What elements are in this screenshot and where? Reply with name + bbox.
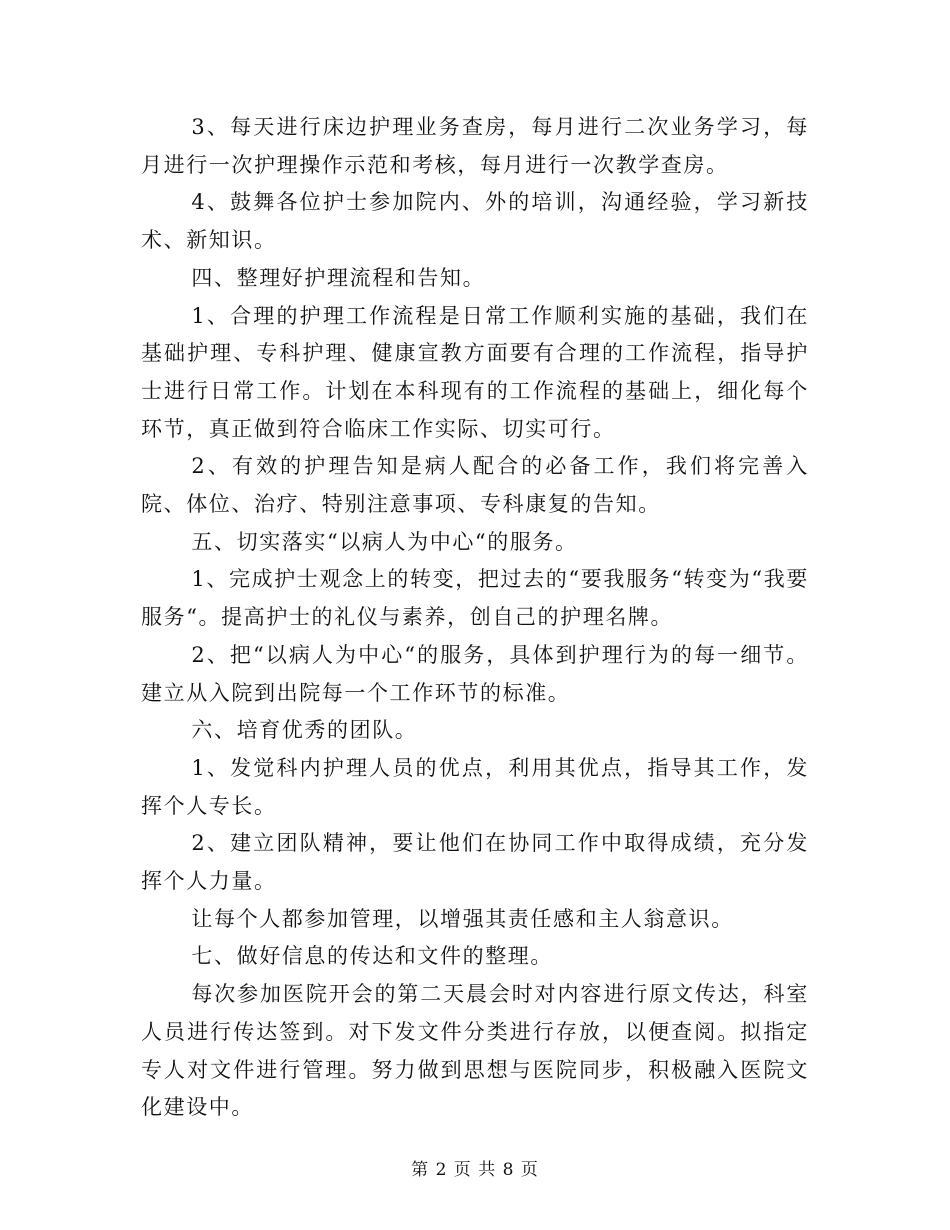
paragraph-service-standards: 2、把“以病人为中心“的服务，具体到护理行为的每一细节。建立从入院到出院每一个工作环节的标准。	[141, 642, 809, 705]
paragraph-service-attitude: 1、完成护士观念上的转变，把过去的“要我服务“转变为“我要服务“。提高护士的礼仪与素养，创自己的护理名牌。	[141, 567, 809, 630]
document-body	[141, 109, 809, 1127]
paragraph-team-spirit: 2、建立团队精神，要让他们在协同工作中取得成绩，充分发挥个人力量。	[141, 831, 809, 894]
paragraph-item-3-daily-rounds: 3、每天进行床边护理业务查房，每月进行二次业务学习，每月进行一次护理操作示范和考核，每月进行一次教学查房。	[141, 115, 809, 177]
paragraph-staff-strengths: 1、发觉科内护理人员的优点，利用其优点，指导其工作，发挥个人专长。	[141, 755, 809, 818]
page-number-footer: 第 2 页 共 8 页	[411, 1160, 539, 1180]
section-heading-5: 五、切实落实“以病人为中心“的服务。	[191, 529, 578, 554]
paragraph-item-4-training: 4、鼓舞各位护士参加院内、外的培训，沟通经验，学习新技术、新知识。	[141, 190, 809, 253]
paragraph-participation: 让每个人都参加管理，以增强其责任感和主人翁意识。	[191, 906, 734, 931]
section-heading-6: 六、培育优秀的团队。	[191, 718, 418, 743]
paragraph-workflow: 1、合理的护理工作流程是日常工作顺利实施的基础，我们在基础护理、专科护理、健康宣教方面要有合理的工作流程，指导护士进行日常工作。计划在本科现有的工作流程的基础上，细化每个环节，真正做到符合临床工作实际、切实可行。	[141, 303, 809, 441]
section-heading-7: 七、做好信息的传达和文件的整理。	[191, 944, 553, 969]
section-heading-4: 四、整理好护理流程和告知。	[191, 265, 486, 290]
paragraph-information-relay: 每次参加医院开会的第二天晨会时对内容进行原文传达，科室人员进行传达签到。对下发文件分类进行存放，以便查阅。拟指定专人对文件进行管理。努力做到思想与医院同步，积极融入医院文化建设中。	[141, 982, 809, 1120]
paragraph-notification: 2、有效的护理告知是病人配合的必备工作，我们将完善入院、体位、治疗、特别注意事项、专科康复的告知。	[141, 454, 809, 517]
